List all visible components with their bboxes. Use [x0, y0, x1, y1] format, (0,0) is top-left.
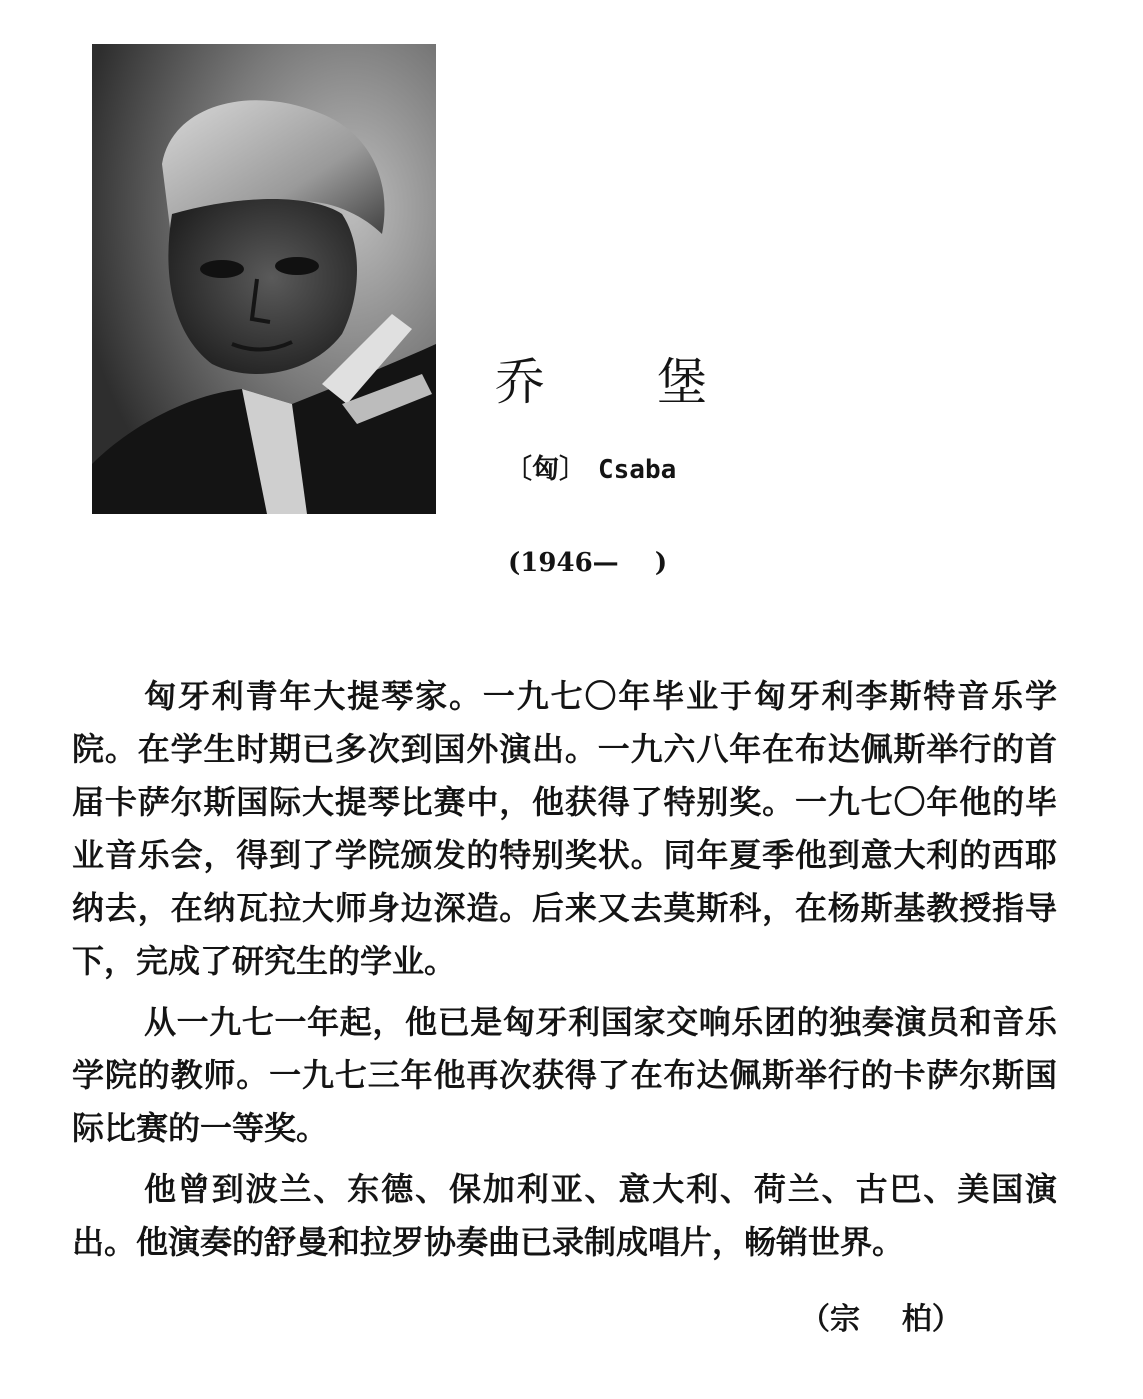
paragraph: 他曾到波兰、东德、保加利亚、意大利、荷兰、古巴、美国演出。他演奏的舒曼和拉罗协奏曲已录制成唱片，畅销世界。 — [72, 1170, 1057, 1261]
biography-text — [72, 670, 1057, 1277]
person-name-char-1: 乔 — [495, 353, 547, 411]
latin-name: Csaba — [598, 455, 677, 485]
nationality: 〔匈〕 — [505, 454, 586, 485]
life-years: (1946— ) — [508, 548, 668, 578]
portrait-photo — [92, 44, 436, 514]
author-signature: （宗 柏） — [800, 1302, 962, 1337]
origin-line — [505, 452, 676, 488]
paragraph: 从一九七一年起，他已是匈牙利国家交响乐团的独奏演员和音乐学院的教师。一九七三年他再次获得了在布达佩斯举行的卡萨尔斯国际比赛的一等奖。 — [72, 1003, 1057, 1147]
person-name-char-2: 堡 — [657, 353, 709, 411]
paragraph: 匈牙利青年大提琴家。一九七〇年毕业于匈牙利李斯特音乐学院。在学生时期已多次到国外演出。一九六八年在布达佩斯举行的首届卡萨尔斯国际大提琴比赛中，他获得了特别奖。一九七〇年他的毕业音乐会，得到了学院颁发的特别奖状。同年夏季他到意大利的西耶纳去，在纳瓦拉大师身边深造。后来又去莫斯科，在杨斯基教授指导下，完成了研究生的学业。 — [72, 677, 1057, 980]
